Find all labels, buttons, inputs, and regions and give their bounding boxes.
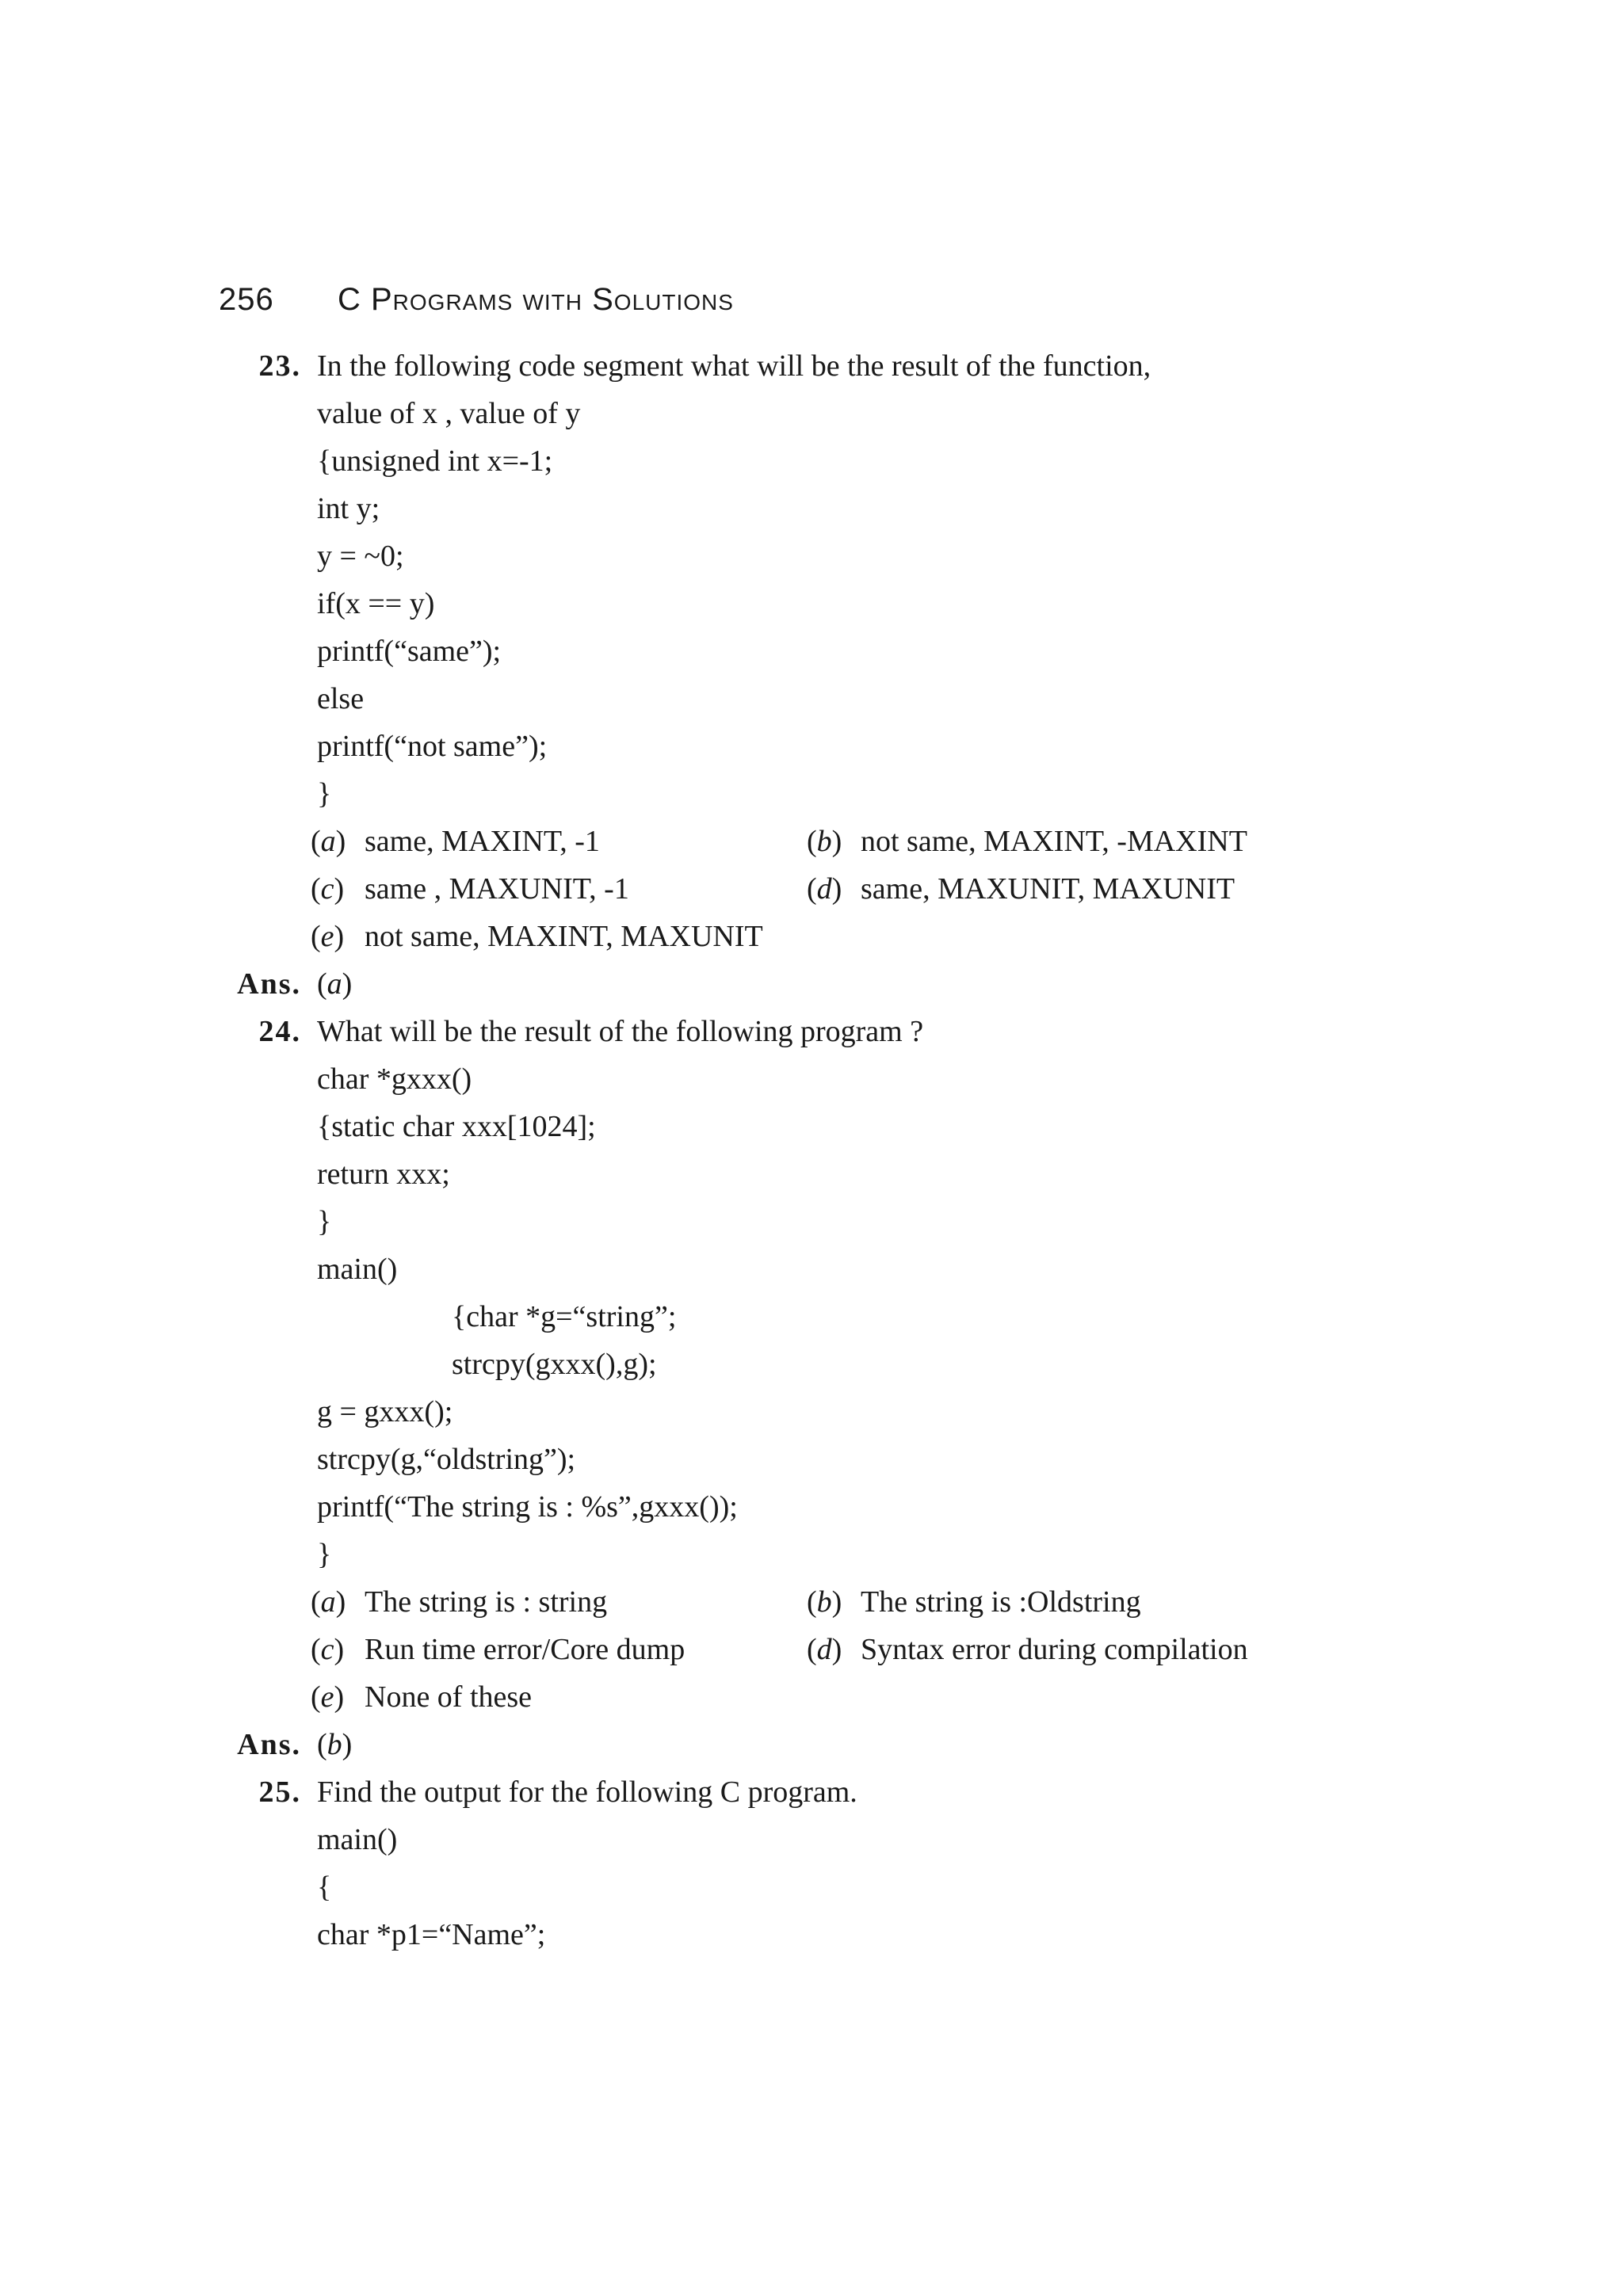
code-text: printf(“same”); <box>317 635 502 668</box>
option-a <box>311 1578 607 1626</box>
option-text: not same, MAXINT, -MAXINT <box>861 825 1247 858</box>
code-text: char *p1=“Name”; <box>317 1918 546 1951</box>
option-text: same , MAXUNIT, -1 <box>365 872 629 906</box>
code-line <box>0 723 1623 770</box>
code-line <box>0 437 1623 485</box>
question-24 <box>0 1008 1623 1768</box>
options-row <box>0 1578 1623 1626</box>
answer-letter: b <box>327 1728 342 1761</box>
code-text: strcpy(gxxx(),g); <box>452 1348 657 1381</box>
option-a <box>311 818 600 865</box>
option-letter: (b) <box>807 825 842 858</box>
option-text: The string is : string <box>365 1585 608 1619</box>
code-line <box>0 1341 1623 1388</box>
question-prompt-line <box>0 1768 1623 1816</box>
option-text: None of these <box>365 1680 533 1714</box>
option-letter-value: e <box>320 1680 334 1714</box>
option-text: Run time error/Core dump <box>365 1633 685 1666</box>
code-text: char *gxxx() <box>317 1062 472 1096</box>
code-text: else <box>317 682 365 715</box>
code-text: } <box>317 1205 332 1238</box>
code-text: if(x == y) <box>317 587 435 620</box>
option-letter-value: e <box>320 920 334 953</box>
option-letter: (c) <box>311 1633 345 1666</box>
code-text: g = gxxx(); <box>317 1395 453 1428</box>
option-letter-value: b <box>816 825 832 858</box>
code-text: int y; <box>317 492 380 525</box>
code-text: {unsigned int x=-1; <box>317 444 553 478</box>
option-text: same, MAXUNIT, MAXUNIT <box>861 872 1235 906</box>
code-line <box>0 1293 1623 1341</box>
option-letter-value: c <box>320 1633 334 1666</box>
option-text: The string is :Oldstring <box>861 1585 1141 1619</box>
option-e <box>311 1673 532 1721</box>
option-letter-value: a <box>320 825 336 858</box>
answer-line <box>0 960 1623 1008</box>
option-letter: (e) <box>311 1680 345 1714</box>
option-letter-value: d <box>816 872 832 906</box>
code-line <box>0 1103 1623 1150</box>
code-line <box>0 1150 1623 1198</box>
code-line <box>0 580 1623 627</box>
code-text: {char *g=“string”; <box>452 1300 677 1333</box>
answer-label: Ans. <box>237 967 301 1001</box>
option-letter: (a) <box>311 1585 346 1619</box>
option-text: same, MAXINT, -1 <box>365 825 600 858</box>
question-prompt: Find the output for the following C program. <box>317 1775 857 1809</box>
question-prompt: In the following code segment what will be the result of the function, <box>317 349 1151 383</box>
code-text: return xxx; <box>317 1158 450 1191</box>
code-line <box>0 1388 1623 1436</box>
code-line <box>0 390 1623 437</box>
code-line <box>0 1055 1623 1103</box>
question-number: 23. <box>258 349 301 383</box>
option-letter: (a) <box>311 825 346 858</box>
question-number: 25. <box>258 1775 301 1809</box>
option-c <box>311 1626 685 1673</box>
code-text: value of x , value of y <box>317 397 581 430</box>
answer-letter: a <box>327 967 342 1001</box>
option-letter: (b) <box>807 1585 842 1619</box>
option-text: Syntax error during compilation <box>861 1633 1248 1666</box>
answer-value: (b) <box>317 1728 353 1761</box>
option-letter: (d) <box>807 1633 842 1666</box>
question-prompt: What will be the result of the following program ? <box>317 1015 924 1048</box>
code-line <box>0 675 1623 723</box>
code-line <box>0 485 1623 532</box>
option-b <box>807 818 1247 865</box>
code-line <box>0 1245 1623 1293</box>
option-letter-value: b <box>816 1585 832 1619</box>
option-letter-value: c <box>320 872 334 906</box>
option-e <box>311 913 763 960</box>
option-b <box>807 1578 1141 1626</box>
code-text: main() <box>317 1253 398 1286</box>
code-line <box>0 532 1623 580</box>
question-25 <box>0 1768 1623 1958</box>
code-text: y = ~0; <box>317 540 404 573</box>
option-letter: (c) <box>311 872 345 906</box>
code-line <box>0 770 1623 818</box>
options-row <box>0 865 1623 913</box>
question-number: 24. <box>258 1015 301 1048</box>
answer-label: Ans. <box>237 1728 301 1761</box>
option-letter: (d) <box>807 872 842 906</box>
options-row <box>0 818 1623 865</box>
code-text: printf(“The string is : %s”,gxxx()); <box>317 1490 738 1524</box>
code-line <box>0 1483 1623 1531</box>
question-prompt-line <box>0 1008 1623 1055</box>
option-letter: (e) <box>311 920 345 953</box>
code-line <box>0 1436 1623 1483</box>
book-title: C Programs with Solutions <box>338 282 734 317</box>
question-23 <box>0 342 1623 1008</box>
options-row <box>0 913 1623 960</box>
code-text: strcpy(g,“oldstring”); <box>317 1443 576 1476</box>
answer-value: (a) <box>317 967 353 1001</box>
option-text: not same, MAXINT, MAXUNIT <box>365 920 763 953</box>
running-head <box>219 276 1487 323</box>
code-line <box>0 627 1623 675</box>
code-line <box>0 1863 1623 1911</box>
code-line <box>0 1911 1623 1958</box>
code-text: } <box>317 1538 332 1571</box>
question-prompt-line <box>0 342 1623 390</box>
code-line <box>0 1816 1623 1863</box>
code-text: { <box>317 1871 332 1904</box>
code-text: printf(“not same”); <box>317 730 548 763</box>
option-d <box>807 865 1235 913</box>
options-row <box>0 1626 1623 1673</box>
option-letter-value: a <box>320 1585 336 1619</box>
option-c <box>311 865 629 913</box>
code-text: main() <box>317 1823 398 1856</box>
options-row <box>0 1673 1623 1721</box>
page-number: 256 <box>219 282 274 317</box>
answer-line <box>0 1721 1623 1768</box>
code-line <box>0 1531 1623 1578</box>
code-text: } <box>317 777 332 810</box>
questions-list <box>0 342 1623 1958</box>
option-letter-value: d <box>816 1633 832 1666</box>
code-line <box>0 1198 1623 1245</box>
option-d <box>807 1626 1248 1673</box>
code-text: {static char xxx[1024]; <box>317 1110 596 1143</box>
